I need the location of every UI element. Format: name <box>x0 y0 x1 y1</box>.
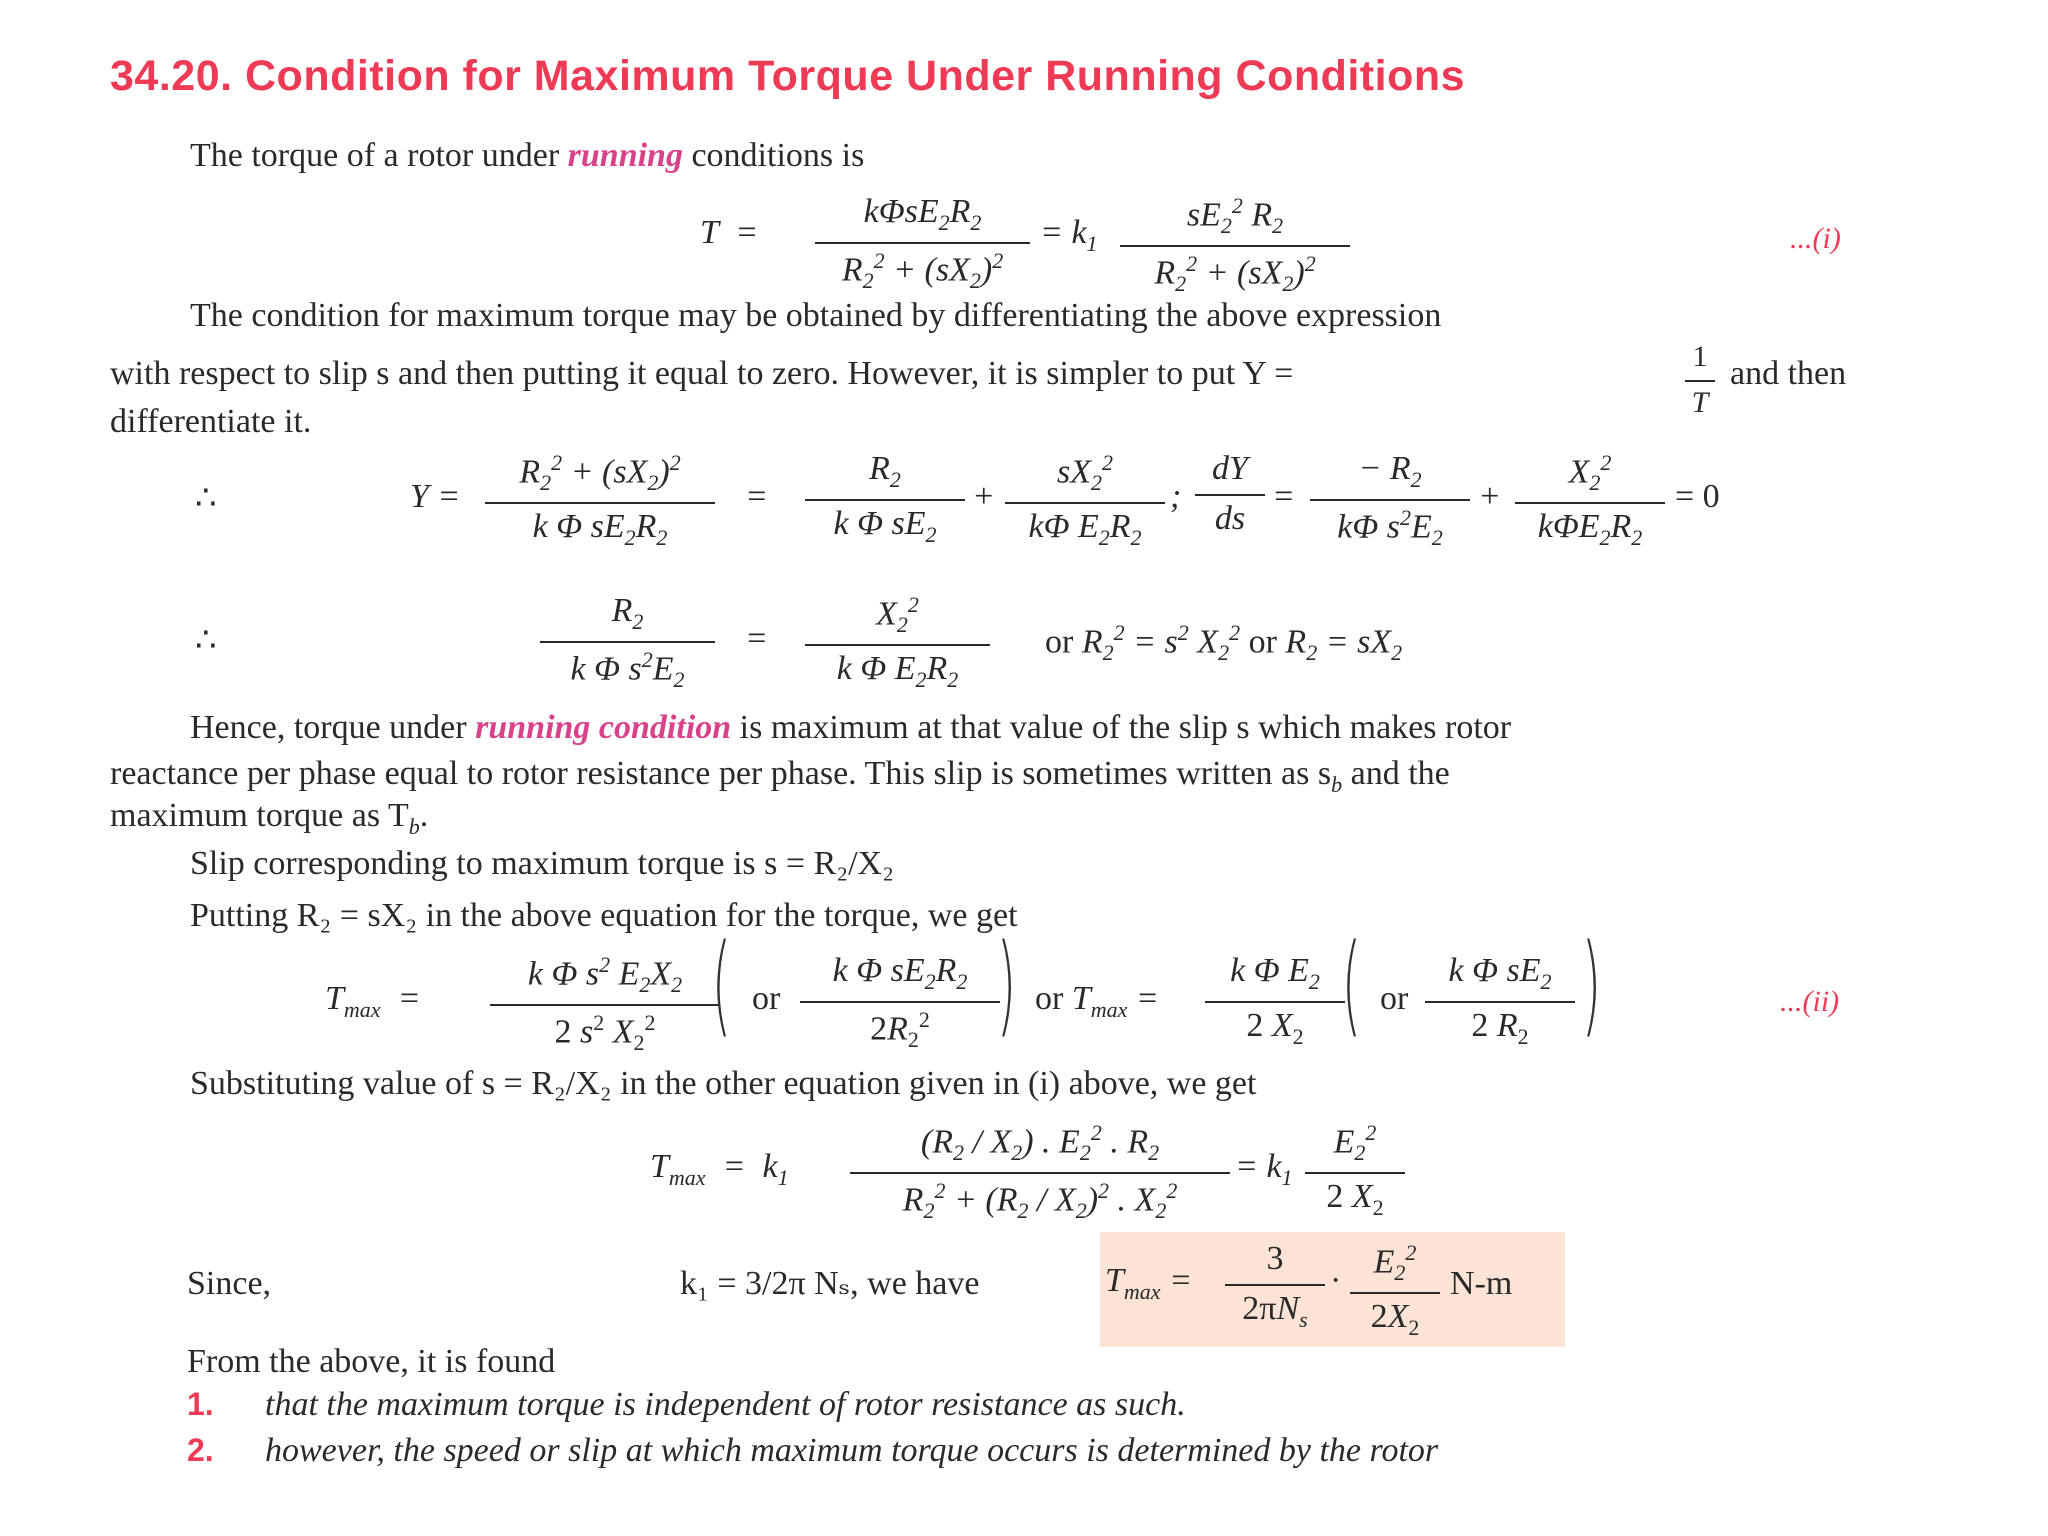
dy-plus: + <box>1478 478 1501 515</box>
item-2-number: 2. <box>187 1432 214 1468</box>
therefore-symbol-2: ∴ <box>195 622 217 659</box>
tmax-fraction-3: k Φ $E_2$ 2 $X_2$ <box>1205 952 1345 1050</box>
y-equals: = <box>745 478 768 515</box>
hence-line-3: maximum torque as $T_b$. <box>110 797 429 839</box>
or-2: or <box>1380 980 1409 1017</box>
condition-line-1: The condition for maximum torque may be obtained by differentiating the above expression <box>190 297 1442 334</box>
y-fraction-main: $R_2^2 + (sX_2)^2$ k Φ $sE_2R_2$ <box>485 450 715 551</box>
max-fraction-a: $R_2$ k Φ $s^2E_2$ <box>540 592 715 693</box>
condition-line-2: with respect to slip s and then putting it equal to zero. However, it is simpler to put Y = <box>110 355 1294 392</box>
max-fraction-b: $X_2^2$ k Φ $E_2R_2$ <box>805 592 990 693</box>
final-fraction-1: 3 $2\pi N_s$ <box>1225 1240 1325 1333</box>
y-fraction-a: $R_2$ k Φ $sE_2$ <box>805 450 965 548</box>
hence-line-2-text: reactance per phase equal to rotor resistance per phase. This slip is sometimes written as s <box>110 755 1332 792</box>
putting-line: Putting R₂ = sX₂ in the above equation for the torque, we get <box>190 897 1018 934</box>
tmax-fraction-1: k Φ $s^2$ $E_2X_2$ 2 $s^2$ $X_2^2$ <box>490 952 720 1056</box>
dy-equals: = <box>1272 478 1295 515</box>
section-heading: 34.20. Condition for Maximum Torque Under Running Conditions <box>110 52 1466 100</box>
y-semicolon: ; <box>1170 478 1182 515</box>
running-condition-emphasis: running condition <box>475 709 732 746</box>
left-paren-2: ( <box>1341 920 1362 1048</box>
dy-equals-zero: = 0 <box>1675 478 1720 515</box>
tmax-fraction-4: k Φ $sE_2$ 2 $R_2$ <box>1425 952 1575 1050</box>
eq2-reference: ...(ii) <box>1780 985 1840 1018</box>
hence-line-1 <box>190 706 1511 750</box>
eq1-eq-k1: = $k_1$ <box>1040 214 1098 256</box>
final-fraction-2: $E_2^2$ $2X_2$ <box>1350 1240 1440 1341</box>
tmax-sub-fraction: $(R_2 / X_2)$ . $E_2^2$ . $R_2$ $R_2^2 + (R_2 / X_2)^2$ . $X_2^2$ <box>850 1120 1230 1224</box>
final-dot: · <box>1330 1262 1342 1299</box>
max-result: or $R_2^2 = s^2$ $X_2^2$ or $R_2 = sX_2$ <box>1045 620 1403 666</box>
item-2-text: however, the speed or slip at which maximum torque occurs is determined by the rotor <box>265 1432 1439 1469</box>
max-equals: = <box>745 620 768 657</box>
or-tmax: or $T_{max}$ = <box>1035 980 1159 1022</box>
y-plus: + <box>972 478 995 515</box>
dy-fraction-b: $X_2^2$ $k\Phi E_2R_2$ <box>1515 450 1665 551</box>
eq1-fraction-2: $sE_2^2$ $R_2$ $R_2^2 + (sX_2)^2$ <box>1120 193 1350 297</box>
condition-line-3: differentiate it. <box>110 403 312 440</box>
left-paren-1: ( <box>711 920 732 1048</box>
one-over-t-fraction: 1 T <box>1685 340 1715 420</box>
tmax-lhs: $T_{max}$ = <box>325 980 421 1022</box>
intro-text-before: The torque of a rotor under <box>190 137 568 174</box>
intro-text-after: conditions is <box>682 137 865 174</box>
right-paren-2: ) <box>1581 920 1602 1048</box>
slip-line: Slip corresponding to maximum torque is s = R₂/X₂ <box>190 845 894 882</box>
y-lhs: Y = <box>410 478 461 515</box>
tmax-sub-lhs: $T_{max} = k_1$ <box>650 1148 789 1190</box>
intro-paragraph <box>190 134 864 178</box>
eq1-reference: ...(i) <box>1790 222 1841 255</box>
found-line: From the above, it is found <box>187 1343 556 1380</box>
hence-line-3-text: maximum torque as T <box>110 797 409 834</box>
substituting-line: Substituting value of s = R₂/X₂ in the other equation given in (i) above, we get <box>190 1065 1257 1102</box>
running-emphasis: running <box>567 137 683 174</box>
hence-text-after: is maximum at that value of the slip s which makes rotor <box>731 709 1512 746</box>
right-paren-1: ) <box>996 920 1017 1048</box>
hence-line-2-end: and the <box>1342 755 1450 792</box>
eq1-fraction-1: $k\Phi sE_2R_2$ $R_2^2 + (sX_2)^2$ <box>815 193 1030 294</box>
since-equation: k₁ = 3/2π Nₛ, we have <box>680 1265 980 1302</box>
hence-line-2: reactance per phase equal to rotor resistance per phase. This slip is sometimes written as $s_b$ and the <box>110 755 1450 797</box>
item-1-number: 1. <box>187 1386 214 1422</box>
tmax-sub-result: $E_2^2$ 2 $X_2$ <box>1305 1120 1405 1221</box>
or-1: or <box>752 980 781 1017</box>
dy-fraction-a: − $R_2$ kΦ $s^2E_2$ <box>1310 450 1470 551</box>
dy-ds-fraction: dY ds <box>1195 450 1265 538</box>
final-tmax-lhs: $T_{max}$ = <box>1105 1262 1193 1304</box>
since-label: Since, <box>187 1265 272 1302</box>
hence-text-before: Hence, torque under <box>190 709 476 746</box>
tmax-sub-eq-k1: = $k_1$ <box>1235 1148 1293 1190</box>
tmax-fraction-2: k Φ $sE_2R_2$ $2R_2^2$ <box>800 952 1000 1053</box>
eq1-lhs: T = <box>700 214 759 251</box>
condition-line-2-end: and then <box>1730 355 1847 392</box>
y-fraction-b: $sX_2^2$ kΦ $E_2R_2$ <box>1005 450 1165 551</box>
therefore-symbol-1: ∴ <box>195 480 217 517</box>
item-1-text: that the maximum torque is independent of rotor resistance as such. <box>265 1386 1186 1423</box>
unit-label: N-m <box>1450 1265 1513 1302</box>
